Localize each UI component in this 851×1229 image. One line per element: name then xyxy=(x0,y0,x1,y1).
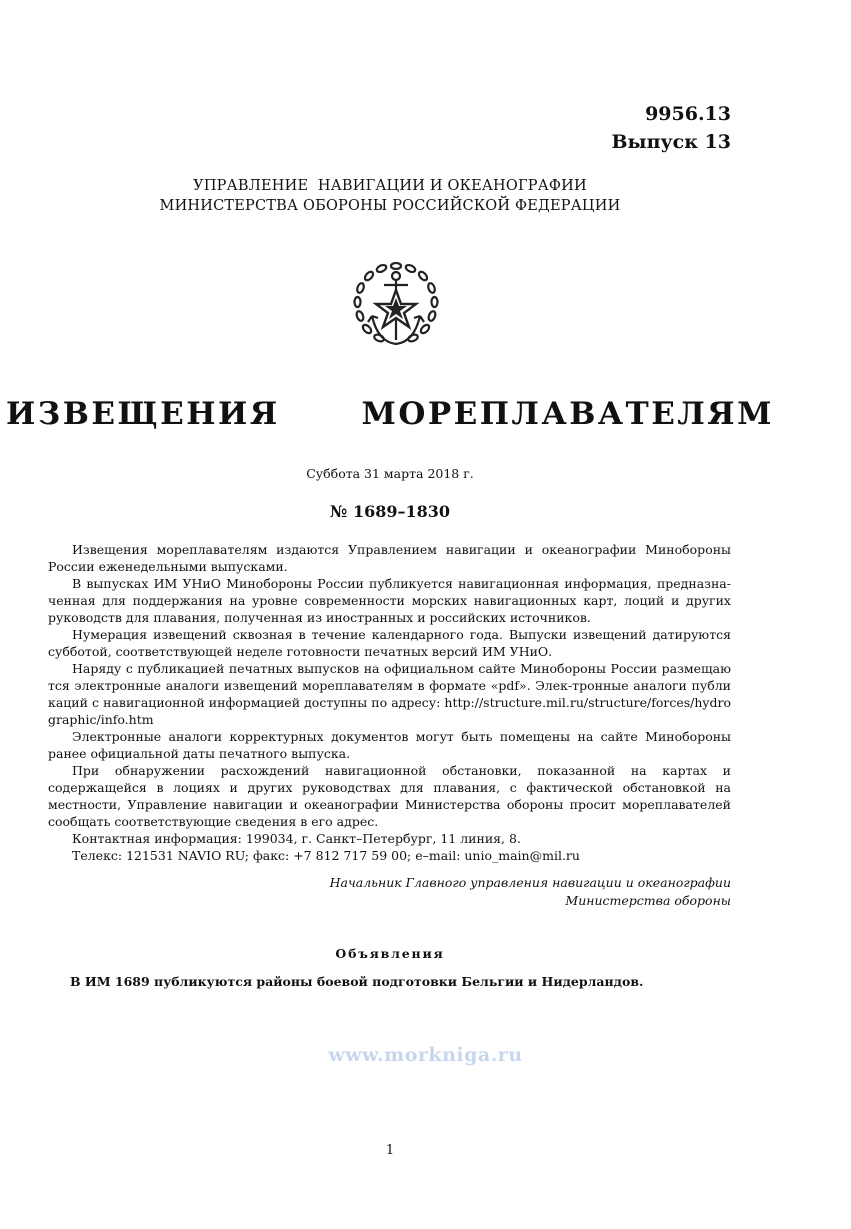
issue-number: Выпуск 13 xyxy=(611,131,731,153)
signature-line-1: Начальник Главного управления навигации и океанографии xyxy=(329,875,731,890)
anchor-star-chain-emblem-icon xyxy=(348,258,444,358)
paragraph: Извещения мореплавателям издаются Управлением навигации и океанографии Минобороны России еженедельными выпусками. xyxy=(48,542,731,574)
publication-date: Суббота 31 марта 2018 г. xyxy=(306,466,474,481)
paragraph: Наряду с публикацией печатных выпусков на официальном сайте Минобороны России размещаются электронные аналоги извещений мореплавателям в формате «pdf». Элек-тронные аналоги публикаций с навигационной информацией доступны по адресу: http://structure.mil.ru/structure/forces/hydrographic/info.htm xyxy=(48,661,731,727)
document-code: 9956.13 xyxy=(645,103,731,125)
page-number: 1 xyxy=(385,1143,395,1158)
paragraph: Электронные аналоги корректурных документов могут быть помещены на сайте Минобороны ранее официальной даты печатного выпуска. xyxy=(48,729,731,761)
signature xyxy=(330,874,731,910)
intro-text xyxy=(48,541,731,864)
announcement-text: В ИМ 1689 публикуются районы боевой подготовки Бельгии и Нидерландов. xyxy=(70,974,644,989)
document-code-block xyxy=(611,100,731,156)
paragraph: Нумерация извещений сквозная в течение календарного года. Выпуски извещений датируются субботой, соответствующей неделе готовности печатных версий ИМ УНиО. xyxy=(48,627,731,659)
contact-address: Контактная информация: 199034, г. Санкт–Петербург, 11 линия, 8. xyxy=(72,831,521,846)
paragraph: В выпусках ИМ УНиО Минобороны России публикуется навигационная информация, предназна-ченная для поддержания на уровне современности морских навигационных карт, лоций и других руководств для плавания, полученная из иностранных и российских источников. xyxy=(48,576,731,625)
agency-line-2: МИНИСТЕРСТВА ОБОРОНЫ РОССИЙСКОЙ ФЕДЕРАЦИИ xyxy=(159,198,621,214)
contact-telex: Телекс: 121531 NAVIO RU; факс: +7 812 717 59 00; e–mail: unio_main@mil.ru xyxy=(72,848,580,863)
paragraph: При обнаружении расхождений навигационной обстановки, показанной на картах и содержащейся в лоциях и других руководствах для плавания, с фактической обстановкой на местности, Управление навигации и океанографии Министерства обороны просит мореплавателей сообщать соответствующие сведения в его адрес. xyxy=(48,763,731,829)
signature-line-2: Министерства обороны xyxy=(565,893,731,908)
main-title: ИЗВЕЩЕНИЯ МОРЕПЛАВАТЕЛЯМ xyxy=(6,396,774,432)
agency-line-1: УПРАВЛЕНИЕ НАВИГАЦИИ И ОКЕАНОГРАФИИ xyxy=(193,178,587,194)
notice-number-range: № 1689–1830 xyxy=(329,502,451,521)
watermark: www.morkniga.ru xyxy=(328,1044,523,1066)
announcements-heading: Объявления xyxy=(335,946,445,961)
agency-name xyxy=(0,176,780,216)
